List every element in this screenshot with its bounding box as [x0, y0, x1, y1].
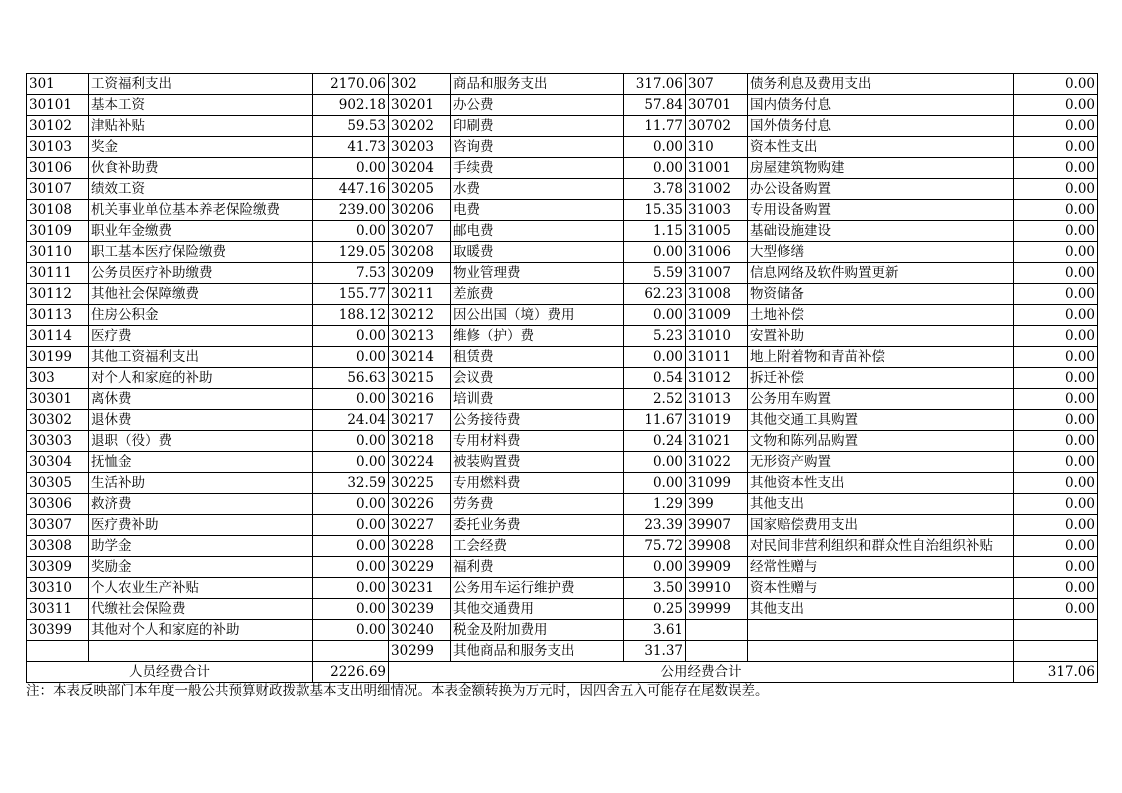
goods-code-cell: 30208: [389, 242, 451, 263]
goods-amount-cell: 0.00: [624, 473, 686, 494]
personnel-amount-cell: 0.00: [313, 452, 389, 473]
goods-code-cell: 30229: [389, 557, 451, 578]
goods-amount-cell: 11.77: [624, 116, 686, 137]
goods-code-cell: 30206: [389, 200, 451, 221]
capital-code-cell: 31003: [686, 200, 748, 221]
goods-name-cell: 手续费: [451, 158, 624, 179]
table-row: [27, 641, 1098, 662]
table-row: [27, 326, 1098, 347]
table-row: [27, 599, 1098, 620]
capital-code-cell: [686, 620, 748, 641]
table-row: [27, 305, 1098, 326]
goods-name-cell: 物业管理费: [451, 263, 624, 284]
personnel-amount-cell: 32.59: [313, 473, 389, 494]
capital-code-cell: [686, 641, 748, 662]
goods-amount-cell: 0.24: [624, 431, 686, 452]
goods-amount-cell: 3.61: [624, 620, 686, 641]
goods-name-cell: 咨询费: [451, 137, 624, 158]
capital-name-cell: 信息网络及软件购置更新: [748, 263, 1014, 284]
capital-code-cell: 31001: [686, 158, 748, 179]
capital-amount-cell: 0.00: [1014, 116, 1098, 137]
goods-amount-cell: 3.50: [624, 578, 686, 599]
goods-code-cell: 30209: [389, 263, 451, 284]
goods-amount-cell: 0.00: [624, 137, 686, 158]
personnel-name-cell: 伙食补助费: [89, 158, 313, 179]
personnel-amount-cell: 0.00: [313, 326, 389, 347]
table-row: [27, 179, 1098, 200]
goods-name-cell: 因公出国（境）费用: [451, 305, 624, 326]
capital-amount-cell: 0.00: [1014, 137, 1098, 158]
personnel-code-cell: 30304: [27, 452, 89, 473]
personnel-amount-cell: 56.63: [313, 368, 389, 389]
goods-name-cell: 维修（护）费: [451, 326, 624, 347]
capital-name-cell: 资本性赠与: [748, 578, 1014, 599]
personnel-code-cell: 30103: [27, 137, 89, 158]
table-row: [27, 137, 1098, 158]
goods-name-cell: 会议费: [451, 368, 624, 389]
goods-code-cell: 30214: [389, 347, 451, 368]
personnel-name-cell: 助学金: [89, 536, 313, 557]
personnel-name-cell: 公务员医疗补助缴费: [89, 263, 313, 284]
personnel-code-cell: 30311: [27, 599, 89, 620]
capital-code-cell: 30701: [686, 95, 748, 116]
goods-amount-cell: 0.00: [624, 452, 686, 473]
personnel-amount-cell: 155.77: [313, 284, 389, 305]
personnel-amount-cell: 0.00: [313, 620, 389, 641]
personnel-name-cell: 其他对个人和家庭的补助: [89, 620, 313, 641]
table-row: [27, 284, 1098, 305]
goods-amount-cell: 31.37: [624, 641, 686, 662]
goods-name-cell: 邮电费: [451, 221, 624, 242]
table-row: [27, 431, 1098, 452]
personnel-code-cell: 30306: [27, 494, 89, 515]
personnel-amount-cell: 0.00: [313, 431, 389, 452]
capital-amount-cell: 0.00: [1014, 158, 1098, 179]
capital-name-cell: 经常性赠与: [748, 557, 1014, 578]
personnel-code-cell: 30101: [27, 95, 89, 116]
goods-name-cell: 福利费: [451, 557, 624, 578]
capital-name-cell: 房屋建筑物购建: [748, 158, 1014, 179]
personnel-name-cell: 医疗费: [89, 326, 313, 347]
personnel-total-value: 2226.69: [313, 662, 389, 683]
personnel-code-cell: 30112: [27, 284, 89, 305]
capital-amount-cell: 0.00: [1014, 515, 1098, 536]
personnel-code-cell: 30113: [27, 305, 89, 326]
goods-code-cell: 30207: [389, 221, 451, 242]
goods-code-cell: 30201: [389, 95, 451, 116]
goods-amount-cell: 11.67: [624, 410, 686, 431]
personnel-name-cell: 生活补助: [89, 473, 313, 494]
goods-code-cell: 30211: [389, 284, 451, 305]
personnel-code-cell: 30109: [27, 221, 89, 242]
personnel-name-cell: 对个人和家庭的补助: [89, 368, 313, 389]
table-row: [27, 515, 1098, 536]
personnel-amount-cell: 0.00: [313, 347, 389, 368]
goods-name-cell: 差旅费: [451, 284, 624, 305]
personnel-name-cell: 奖金: [89, 137, 313, 158]
capital-name-cell: 其他支出: [748, 494, 1014, 515]
capital-code-cell: 31011: [686, 347, 748, 368]
goods-name-cell: 公务接待费: [451, 410, 624, 431]
goods-code-cell: 30227: [389, 515, 451, 536]
goods-code-cell: 30231: [389, 578, 451, 599]
goods-amount-cell: 0.25: [624, 599, 686, 620]
personnel-name-cell: 工资福利支出: [89, 74, 313, 95]
personnel-code-cell: [27, 641, 89, 662]
personnel-name-cell: 退职（役）费: [89, 431, 313, 452]
capital-name-cell: 文物和陈列品购置: [748, 431, 1014, 452]
goods-code-cell: 30215: [389, 368, 451, 389]
personnel-code-cell: 30399: [27, 620, 89, 641]
capital-amount-cell: 0.00: [1014, 263, 1098, 284]
table-row: [27, 536, 1098, 557]
personnel-amount-cell: [313, 641, 389, 662]
capital-name-cell: [748, 620, 1014, 641]
goods-name-cell: 公务用车运行维护费: [451, 578, 624, 599]
goods-amount-cell: 0.00: [624, 158, 686, 179]
capital-code-cell: 31002: [686, 179, 748, 200]
personnel-code-cell: 303: [27, 368, 89, 389]
personnel-amount-cell: 0.00: [313, 536, 389, 557]
goods-name-cell: 租赁费: [451, 347, 624, 368]
goods-code-cell: 30225: [389, 473, 451, 494]
personnel-code-cell: 30302: [27, 410, 89, 431]
capital-name-cell: 国外债务付息: [748, 116, 1014, 137]
capital-code-cell: 399: [686, 494, 748, 515]
table-row: [27, 620, 1098, 641]
goods-code-cell: 302: [389, 74, 451, 95]
goods-amount-cell: 0.00: [624, 305, 686, 326]
personnel-name-cell: 医疗费补助: [89, 515, 313, 536]
personnel-name-cell: 职工基本医疗保险缴费: [89, 242, 313, 263]
personnel-name-cell: 其他工资福利支出: [89, 347, 313, 368]
personnel-amount-cell: 0.00: [313, 389, 389, 410]
capital-amount-cell: 0.00: [1014, 599, 1098, 620]
capital-code-cell: 39907: [686, 515, 748, 536]
capital-amount-cell: 0.00: [1014, 284, 1098, 305]
capital-name-cell: 安置补助: [748, 326, 1014, 347]
personnel-amount-cell: 0.00: [313, 557, 389, 578]
goods-amount-cell: 75.72: [624, 536, 686, 557]
personnel-amount-cell: 0.00: [313, 578, 389, 599]
capital-name-cell: 办公设备购置: [748, 179, 1014, 200]
table-row: [27, 494, 1098, 515]
goods-name-cell: 水费: [451, 179, 624, 200]
personnel-name-cell: 个人农业生产补贴: [89, 578, 313, 599]
personnel-name-cell: 基本工资: [89, 95, 313, 116]
personnel-name-cell: 退休费: [89, 410, 313, 431]
footnote: 注：本表反映部门本年度一般公共预算财政拨款基本支出明细情况。本表金额转换为万元时，因四舍五入可能存在尾数误差。: [26, 683, 769, 699]
table-row: [27, 557, 1098, 578]
table-row: [27, 389, 1098, 410]
table-row: [27, 347, 1098, 368]
personnel-code-cell: 30310: [27, 578, 89, 599]
goods-code-cell: 30240: [389, 620, 451, 641]
goods-code-cell: 30226: [389, 494, 451, 515]
goods-code-cell: 30212: [389, 305, 451, 326]
capital-name-cell: 物资储备: [748, 284, 1014, 305]
personnel-code-cell: 30303: [27, 431, 89, 452]
goods-amount-cell: 57.84: [624, 95, 686, 116]
goods-amount-cell: 3.78: [624, 179, 686, 200]
goods-code-cell: 30204: [389, 158, 451, 179]
personnel-name-cell: 代缴社会保险费: [89, 599, 313, 620]
capital-amount-cell: 0.00: [1014, 368, 1098, 389]
personnel-name-cell: 津贴补贴: [89, 116, 313, 137]
capital-code-cell: 31005: [686, 221, 748, 242]
table-row: [27, 473, 1098, 494]
expenditure-detail-table: [26, 73, 1098, 683]
capital-name-cell: 公务用车购置: [748, 389, 1014, 410]
public-total-label: 公用经费合计: [389, 662, 1014, 683]
capital-amount-cell: 0.00: [1014, 200, 1098, 221]
capital-amount-cell: 0.00: [1014, 389, 1098, 410]
goods-name-cell: 取暖费: [451, 242, 624, 263]
personnel-name-cell: 其他社会保障缴费: [89, 284, 313, 305]
goods-amount-cell: 1.29: [624, 494, 686, 515]
personnel-code-cell: 30114: [27, 326, 89, 347]
goods-name-cell: 其他商品和服务支出: [451, 641, 624, 662]
goods-amount-cell: 2.52: [624, 389, 686, 410]
goods-name-cell: 委托业务费: [451, 515, 624, 536]
capital-amount-cell: 0.00: [1014, 221, 1098, 242]
goods-name-cell: 专用材料费: [451, 431, 624, 452]
capital-name-cell: 其他资本性支出: [748, 473, 1014, 494]
personnel-name-cell: 住房公积金: [89, 305, 313, 326]
capital-code-cell: 39908: [686, 536, 748, 557]
personnel-name-cell: 救济费: [89, 494, 313, 515]
table-body: [27, 74, 1098, 662]
capital-code-cell: 31009: [686, 305, 748, 326]
capital-name-cell: 拆迁补偿: [748, 368, 1014, 389]
capital-name-cell: 专用设备购置: [748, 200, 1014, 221]
capital-code-cell: 310: [686, 137, 748, 158]
personnel-code-cell: 30305: [27, 473, 89, 494]
capital-amount-cell: 0.00: [1014, 473, 1098, 494]
table-row: [27, 410, 1098, 431]
personnel-code-cell: 30307: [27, 515, 89, 536]
table-row: [27, 368, 1098, 389]
goods-name-cell: 工会经费: [451, 536, 624, 557]
capital-amount-cell: 0.00: [1014, 557, 1098, 578]
table-row: [27, 74, 1098, 95]
capital-name-cell: 国内债务付息: [748, 95, 1014, 116]
personnel-amount-cell: 239.00: [313, 200, 389, 221]
capital-name-cell: 债务利息及费用支出: [748, 74, 1014, 95]
capital-code-cell: 307: [686, 74, 748, 95]
capital-code-cell: 30702: [686, 116, 748, 137]
capital-amount-cell: 0.00: [1014, 305, 1098, 326]
table-row: [27, 116, 1098, 137]
goods-amount-cell: 5.23: [624, 326, 686, 347]
goods-amount-cell: 0.00: [624, 242, 686, 263]
capital-name-cell: 其他支出: [748, 599, 1014, 620]
personnel-amount-cell: 2170.06: [313, 74, 389, 95]
capital-code-cell: 31010: [686, 326, 748, 347]
capital-code-cell: 31099: [686, 473, 748, 494]
personnel-amount-cell: 0.00: [313, 221, 389, 242]
goods-amount-cell: 0.00: [624, 557, 686, 578]
personnel-amount-cell: 0.00: [313, 494, 389, 515]
table-row: [27, 158, 1098, 179]
goods-amount-cell: 0.54: [624, 368, 686, 389]
goods-name-cell: 被装购置费: [451, 452, 624, 473]
personnel-code-cell: 30108: [27, 200, 89, 221]
capital-code-cell: 31022: [686, 452, 748, 473]
table-row: [27, 578, 1098, 599]
capital-amount-cell: 0.00: [1014, 578, 1098, 599]
personnel-amount-cell: 59.53: [313, 116, 389, 137]
totals-row: [27, 662, 1098, 683]
capital-amount-cell: 0.00: [1014, 452, 1098, 473]
capital-name-cell: [748, 641, 1014, 662]
goods-name-cell: 专用燃料费: [451, 473, 624, 494]
personnel-code-cell: 30107: [27, 179, 89, 200]
goods-code-cell: 30216: [389, 389, 451, 410]
capital-name-cell: 其他交通工具购置: [748, 410, 1014, 431]
capital-amount-cell: 0.00: [1014, 74, 1098, 95]
personnel-amount-cell: 447.16: [313, 179, 389, 200]
personnel-code-cell: 301: [27, 74, 89, 95]
goods-amount-cell: 317.06: [624, 74, 686, 95]
capital-name-cell: 地上附着物和青苗补偿: [748, 347, 1014, 368]
table-row: [27, 242, 1098, 263]
goods-name-cell: 印刷费: [451, 116, 624, 137]
capital-name-cell: 无形资产购置: [748, 452, 1014, 473]
personnel-amount-cell: 902.18: [313, 95, 389, 116]
goods-code-cell: 30228: [389, 536, 451, 557]
personnel-name-cell: 离休费: [89, 389, 313, 410]
capital-name-cell: 国家赔偿费用支出: [748, 515, 1014, 536]
personnel-amount-cell: 188.12: [313, 305, 389, 326]
goods-code-cell: 30224: [389, 452, 451, 473]
goods-name-cell: 商品和服务支出: [451, 74, 624, 95]
capital-name-cell: 土地补偿: [748, 305, 1014, 326]
table-row: [27, 95, 1098, 116]
capital-amount-cell: 0.00: [1014, 431, 1098, 452]
personnel-amount-cell: 0.00: [313, 599, 389, 620]
capital-amount-cell: 0.00: [1014, 179, 1098, 200]
goods-code-cell: 30203: [389, 137, 451, 158]
goods-name-cell: 电费: [451, 200, 624, 221]
table-row: [27, 200, 1098, 221]
public-total-value: 317.06: [1014, 662, 1098, 683]
personnel-name-cell: 绩效工资: [89, 179, 313, 200]
goods-code-cell: 30239: [389, 599, 451, 620]
capital-code-cell: 31012: [686, 368, 748, 389]
capital-amount-cell: [1014, 620, 1098, 641]
personnel-code-cell: 30110: [27, 242, 89, 263]
personnel-amount-cell: 129.05: [313, 242, 389, 263]
personnel-name-cell: 职业年金缴费: [89, 221, 313, 242]
capital-amount-cell: 0.00: [1014, 494, 1098, 515]
goods-amount-cell: 5.59: [624, 263, 686, 284]
personnel-code-cell: 30301: [27, 389, 89, 410]
goods-code-cell: 30299: [389, 641, 451, 662]
goods-amount-cell: 0.00: [624, 347, 686, 368]
personnel-total-label: 人员经费合计: [27, 662, 313, 683]
personnel-code-cell: 30111: [27, 263, 89, 284]
personnel-amount-cell: 0.00: [313, 515, 389, 536]
goods-name-cell: 培训费: [451, 389, 624, 410]
goods-code-cell: 30205: [389, 179, 451, 200]
capital-amount-cell: 0.00: [1014, 242, 1098, 263]
goods-code-cell: 30202: [389, 116, 451, 137]
personnel-name-cell: 抚恤金: [89, 452, 313, 473]
capital-code-cell: 39910: [686, 578, 748, 599]
capital-amount-cell: 0.00: [1014, 326, 1098, 347]
capital-amount-cell: 0.00: [1014, 536, 1098, 557]
capital-name-cell: 大型修缮: [748, 242, 1014, 263]
personnel-code-cell: 30199: [27, 347, 89, 368]
goods-code-cell: 30213: [389, 326, 451, 347]
capital-code-cell: 31013: [686, 389, 748, 410]
personnel-code-cell: 30106: [27, 158, 89, 179]
personnel-name-cell: [89, 641, 313, 662]
personnel-code-cell: 30309: [27, 557, 89, 578]
goods-amount-cell: 15.35: [624, 200, 686, 221]
capital-code-cell: 31007: [686, 263, 748, 284]
capital-amount-cell: 0.00: [1014, 95, 1098, 116]
personnel-code-cell: 30308: [27, 536, 89, 557]
personnel-code-cell: 30102: [27, 116, 89, 137]
personnel-amount-cell: 41.73: [313, 137, 389, 158]
personnel-amount-cell: 0.00: [313, 158, 389, 179]
goods-name-cell: 办公费: [451, 95, 624, 116]
personnel-amount-cell: 24.04: [313, 410, 389, 431]
capital-code-cell: 31019: [686, 410, 748, 431]
personnel-amount-cell: 7.53: [313, 263, 389, 284]
capital-amount-cell: 0.00: [1014, 347, 1098, 368]
capital-name-cell: 资本性支出: [748, 137, 1014, 158]
capital-amount-cell: 0.00: [1014, 410, 1098, 431]
goods-name-cell: 税金及附加费用: [451, 620, 624, 641]
capital-name-cell: 基础设施建设: [748, 221, 1014, 242]
table-row: [27, 263, 1098, 284]
goods-amount-cell: 1.15: [624, 221, 686, 242]
goods-amount-cell: 23.39: [624, 515, 686, 536]
goods-name-cell: 劳务费: [451, 494, 624, 515]
capital-code-cell: 39999: [686, 599, 748, 620]
capital-code-cell: 31008: [686, 284, 748, 305]
table-row: [27, 221, 1098, 242]
goods-amount-cell: 62.23: [624, 284, 686, 305]
capital-name-cell: 对民间非营利组织和群众性自治组织补贴: [748, 536, 1014, 557]
table-row: [27, 452, 1098, 473]
goods-code-cell: 30218: [389, 431, 451, 452]
goods-name-cell: 其他交通费用: [451, 599, 624, 620]
capital-amount-cell: [1014, 641, 1098, 662]
capital-code-cell: 39909: [686, 557, 748, 578]
personnel-name-cell: 奖励金: [89, 557, 313, 578]
goods-code-cell: 30217: [389, 410, 451, 431]
personnel-name-cell: 机关事业单位基本养老保险缴费: [89, 200, 313, 221]
capital-code-cell: 31006: [686, 242, 748, 263]
capital-code-cell: 31021: [686, 431, 748, 452]
